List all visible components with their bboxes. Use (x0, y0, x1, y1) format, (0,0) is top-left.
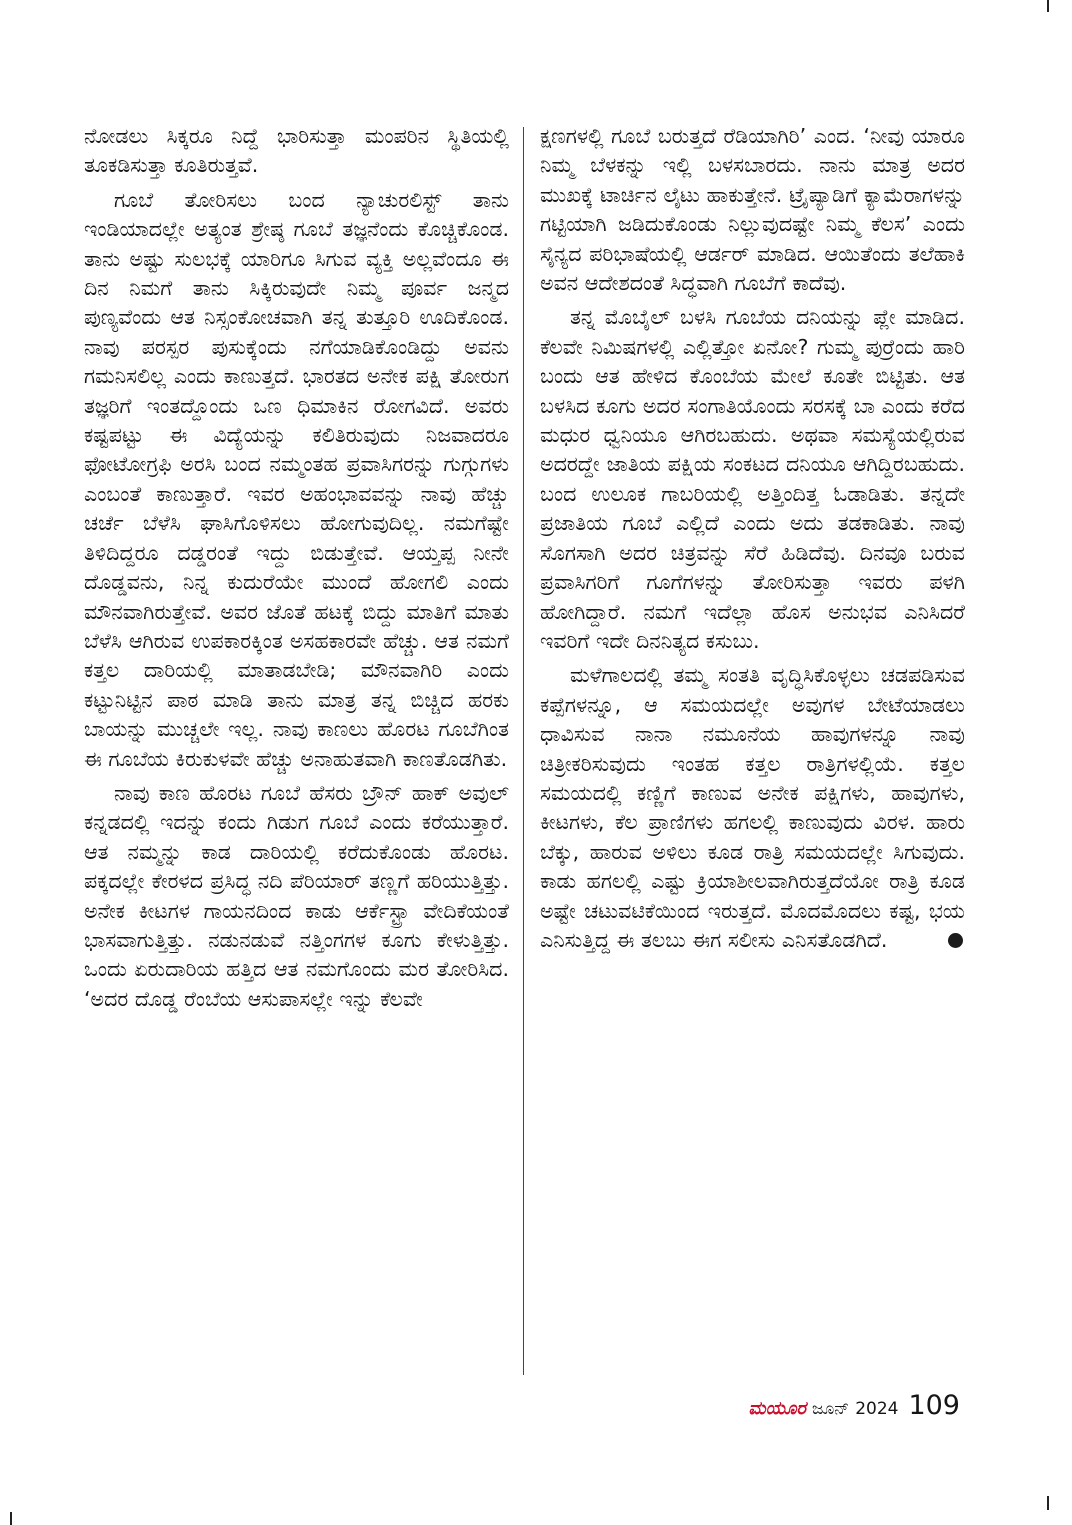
paragraph (540, 661, 965, 955)
issue-year: 2024 (855, 1399, 899, 1419)
left-text-column (84, 122, 509, 1014)
page-footer (749, 1390, 960, 1421)
magazine-logo: ಮಯೂರ (748, 1398, 806, 1419)
crop-mark-bottom-right (1047, 1496, 1049, 1510)
paragraph-text: ಮಳೆಗಾಲದಲ್ಲಿ ತಮ್ಮ ಸಂತತಿ ವೃದ್ಧಿಸಿಕೊಳ್ಳಲು ಚಡಪಡಿಸುವ ಕಪ್ಪೆಗಳನ್ನೂ, ಆ ಸಮಯದಲ್ಲೇ ಅವುಗಳ ಬೇಟೆಯಾಡಲು ಧಾವಿಸುವ ನಾನಾ ನಮೂನೆಯ ಹಾವುಗಳನ್ನೂ ನಾವು ಚಿತ್ರೀಕರಿಸುವುದು ಇಂತಹ ಕತ್ತಲ ರಾತ್ರಿಗಳಲ್ಲಿಯೆ. ಕತ್ತಲ ಸಮಯದಲ್ಲಿ ಕಣ್ಣಿಗೆ ಕಾಣುವ ಅನೇಕ ಪಕ್ಷಿಗಳು, ಹಾವುಗಳು, ಕೀಟಗಳು, ಕೆಲ ಪ್ರಾಣಿಗಳು ಹಗಲಲ್ಲಿ ಕಾಣುವುದು ವಿರಳ. ಹಾರು ಬೆಕ್ಕು, ಹಾರುವ ಅಳಿಲು ಕೂಡ ರಾತ್ರಿ ಸಮಯದಲ್ಲೇ ಸಿಗುವುದು. ಕಾಡು ಹಗಲಲ್ಲಿ ಎಷ್ಟು ಕ್ರಿಯಾಶೀಲವಾಗಿರುತ್ತದೆಯೋ ರಾತ್ರಿ ಕೂಡ ಅಷ್ಟೇ ಚಟುವಟಿಕೆಯಿಂದ ಇರುತ್ತದೆ. ಮೊದಮೊದಲು ಕಷ್ಟ, ಭಯ ಎನಿಸುತ್ತಿದ್ದ ಈ ತಲಬು ಈಗ ಸಲೀಸು ಎನಿಸತೊಡಗಿದೆ. (540, 663, 965, 952)
right-text-column (540, 122, 965, 955)
paragraph: ಕ್ಷಣಗಳಲ್ಲಿ ಗೂಬೆ ಬರುತ್ತದೆ ರೆಡಿಯಾಗಿರಿ’ ಎಂದ. ‘ನೀವು ಯಾರೂ ನಿಮ್ಮ ಬೆಳಕನ್ನು ಇಲ್ಲಿ ಬಳಸಬಾರದು. ನಾನು ಮಾತ್ರ ಅದರ ಮುಖಕ್ಕೆ ಟಾರ್ಚಿನ ಲೈಟು ಹಾಕುತ್ತೇನೆ. ಟ್ರೈಪ್ಯಾಡಿಗೆ ಕ್ಯಾಮೆರಾಗಳನ್ನು ಗಟ್ಟಿಯಾಗಿ ಜಡಿದುಕೊಂಡು ನಿಲ್ಲುವುದಷ್ಟೇ ನಿಮ್ಮ ಕೆಲಸ’ ಎಂದು ಸೈನ್ಯದ ಪರಿಭಾಷೆಯಲ್ಲಿ ಆರ್ಡರ್ ಮಾಡಿದ. ಆಯಿತೆಂದು ತಲೆಹಾಕಿ ಅವನ ಆದೇಶದಂತೆ ಸಿದ್ಧವಾಗಿ ಗೂಬೆಗೆ ಕಾದೆವು. (540, 124, 965, 296)
page-number: 109 (908, 1390, 960, 1421)
paragraph: ಗೂಬೆ ತೋರಿಸಲು ಬಂದ ನ್ಯಾಚುರಲಿಸ್ಟ್ ತಾನು ಇಂಡಿಯಾದಲ್ಲೇ ಅತ್ಯಂತ ಶ್ರೇಷ್ಠ ಗೂಬೆ ತಜ್ಞನೆಂದು ಕೊಚ್ಚಿಕೊಂಡ. ತಾನು ಅಷ್ಟು ಸುಲಭಕ್ಕೆ ಯಾರಿಗೂ ಸಿಗುವ ವ್ಯಕ್ತಿ ಅಲ್ಲವೆಂದೂ ಈ ದಿನ ನಿಮಗೆ ತಾನು ಸಿಕ್ಕಿರುವುದೇ ನಿಮ್ಮ ಪೂರ್ವ ಜನ್ಮದ ಪುಣ್ಯವೆಂದು ಆತ ನಿಸ್ಸಂಕೋಚವಾಗಿ ತನ್ನ ತುತ್ತೂರಿ ಊದಿಕೊಂಡ. ನಾವು ಪರಸ್ಪರ ಪುಸುಕ್ಕೆಂದು ನಗೆಯಾಡಿಕೊಂಡಿದ್ದು ಅವನು ಗಮನಿಸಲಿಲ್ಲ ಎಂದು ಕಾಣುತ್ತದೆ. ಭಾರತದ ಅನೇಕ ಪಕ್ಷಿ ತೋರುಗ ತಜ್ಞರಿಗೆ ಇಂತದ್ದೊಂದು ಒಣ ಧಿಮಾಕಿನ ರೋಗವಿದೆ. ಅವರು ಕಷ್ಟಪಟ್ಟು ಈ ವಿದ್ಯೆಯನ್ನು ಕಲಿತಿರುವುದು ನಿಜವಾದರೂ ಫೋಟೋಗ್ರಫಿ ಅರಸಿ ಬಂದ ನಮ್ಮಂತಹ ಪ್ರವಾಸಿಗರನ್ನು ಗುಗ್ಗುಗಳು ಎಂಬಂತೆ ಕಾಣುತ್ತಾರೆ. ಇವರ ಅಹಂಭಾವವನ್ನು ನಾವು ಹೆಚ್ಚು ಚರ್ಚೆ ಬೆಳೆಸಿ ಘಾಸಿಗೊಳಿಸಲು ಹೋಗುವುದಿಲ್ಲ. ನಮಗೆಷ್ಟೇ ತಿಳಿದಿದ್ದರೂ ದಡ್ಡರಂತೆ ಇದ್ದು ಬಿಡುತ್ತೇವೆ. ಆಯ್ತಪ್ಪ ನೀನೇ ದೊಡ್ಡವನು, ನಿನ್ನ ಕುದುರೆಯೇ ಮುಂದೆ ಹೋಗಲಿ ಎಂದು ಮೌನವಾಗಿರುತ್ತೇವೆ. ಅವರ ಜೊತೆ ಹಟಕ್ಕೆ ಬಿದ್ದು ಮಾತಿಗೆ ಮಾತು ಬೆಳೆಸಿ ಆಗಿರುವ ಉಪಕಾರಕ್ಕಿಂತ ಅಸಹಕಾರವೇ ಹೆಚ್ಚು. ಆತ ನಮಗೆ ಕತ್ತಲ ದಾರಿಯಲ್ಲಿ ಮಾತಾಡಬೇಡಿ; ಮೌನವಾಗಿರಿ ಎಂದು ಕಟ್ಟುನಿಟ್ಟಿನ ಪಾಠ ಮಾಡಿ ತಾನು ಮಾತ್ರ ತನ್ನ ಬಿಚ್ಚಿದ ಹರಕು ಬಾಯನ್ನು ಮುಚ್ಚಲೇ ಇಲ್ಲ. ನಾವು ಕಾಣಲು ಹೊರಟ ಗೂಬೆಗಿಂತ ಈ ಗೂಬೆಯ ಕಿರುಕುಳವೇ ಹೆಚ್ಚು ಅನಾಹುತವಾಗಿ ಕಾಣತೊಡಗಿತು. (84, 187, 509, 771)
paragraph: ತನ್ನ ಮೊಬೈಲ್ ಬಳಸಿ ಗೂಬೆಯ ದನಿಯನ್ನು ಪ್ಲೇ ಮಾಡಿದ. ಕೆಲವೇ ನಿಮಿಷಗಳಲ್ಲಿ ಎಲ್ಲಿತ್ತೋ ಏನೋ? ಗುಮ್ಮ ಪುರ್ರೆಂದು ಹಾರಿ ಬಂದು ಆತ ಹೇಳಿದ ಕೊಂಬೆಯ ಮೇಲೆ ಕೂತೇ ಬಿಟ್ಟಿತು. ಆತ ಬಳಸಿದ ಕೂಗು ಅದರ ಸಂಗಾತಿಯೊಂದು ಸರಸಕ್ಕೆ ಬಾ ಎಂದು ಕರೆದ ಮಧುರ ಧ್ವನಿಯೂ ಆಗಿರಬಹುದು. ಅಥವಾ ಸಮಸ್ಯೆಯಲ್ಲಿರುವ ಅದರದ್ದೇ ಜಾತಿಯ ಪಕ್ಷಿಯ ಸಂಕಟದ ದನಿಯೂ ಆಗಿದ್ದಿರಬಹುದು. ಬಂದ ಉಲೂಕ ಗಾಬರಿಯಲ್ಲಿ ಅತ್ತಿಂದಿತ್ತ ಓಡಾಡಿತು. ತನ್ನದೇ ಪ್ರಜಾತಿಯ ಗೂಬೆ ಎಲ್ಲಿದೆ ಎಂದು ಅದು ತಡಕಾಡಿತು. ನಾವು ಸೊಗಸಾಗಿ ಅದರ ಚಿತ್ರವನ್ನು ಸೆರೆ ಹಿಡಿದೆವು. ದಿನವೂ ಬರುವ ಪ್ರವಾಸಿಗರಿಗೆ ಗೂಗೆಗಳನ್ನು ತೋರಿಸುತ್ತಾ ಇವರು ಪಳಗಿ ಹೋಗಿದ್ದಾರೆ. ನಮಗೆ ಇದೆಲ್ಲಾ ಹೊಸ ಅನುಭವ ಎನಿಸಿದರೆ ಇವರಿಗೆ ಇದೇ ದಿನನಿತ್ಯದ ಕಸುಬು. (540, 305, 965, 653)
paragraph: ನೋಡಲು ಸಿಕ್ಕರೂ ನಿದ್ದೆ ಭಾರಿಸುತ್ತಾ ಮಂಪರಿನ ಸ್ಥಿತಿಯಲ್ಲಿ ತೂಕಡಿಸುತ್ತಾ ಕೂತಿರುತ್ತವೆ. (84, 124, 509, 178)
end-of-article-icon (948, 933, 963, 948)
paragraph: ನಾವು ಕಾಣ ಹೊರಟ ಗೂಬೆ ಹೆಸರು ಬ್ರೌನ್ ಹಾಕ್ ಅವುಲ್ ಕನ್ನಡದಲ್ಲಿ ಇದನ್ನು ಕಂದು ಗಿಡುಗ ಗೂಬೆ ಎಂದು ಕರೆಯುತ್ತಾರೆ. ಆತ ನಮ್ಮನ್ನು ಕಾಡ ದಾರಿಯಲ್ಲಿ ಕರೆದುಕೊಂಡು ಹೊರಟ. ಪಕ್ಕದಲ್ಲೇ ಕೇರಳದ ಪ್ರಸಿದ್ಧ ನದಿ ಪೆರಿಯಾರ್ ತಣ್ಣಗೆ ಹರಿಯುತ್ತಿತ್ತು. ಅನೇಕ ಕೀಟಗಳ ಗಾಯನದಿಂದ ಕಾಡು ಆರ್ಕೆಸ್ಟ್ರಾ ವೇದಿಕೆಯಂತೆ ಭಾಸವಾಗುತ್ತಿತ್ತು. ನಡುನಡುವೆ ನತ್ತಿಂಗಗಳ ಕೂಗು ಕೇಳುತ್ತಿತ್ತು. ಒಂದು ಏರುದಾರಿಯ ಹತ್ತಿದ ಆತ ನಮಗೊಂದು ಮರ ತೋರಿಸಿದ. ‘ಅದರ ದೊಡ್ಡ ರೆಂಬೆಯ ಆಸುಪಾಸಲ್ಲೇ ಇನ್ನು ಕೆಲವೇ (84, 780, 509, 1011)
crop-mark-top-right (1047, 0, 1049, 12)
issue-month: ಜೂನ್ (811, 1399, 850, 1419)
crop-mark-bottom-left (10, 1512, 12, 1525)
column-divider (523, 127, 524, 1375)
